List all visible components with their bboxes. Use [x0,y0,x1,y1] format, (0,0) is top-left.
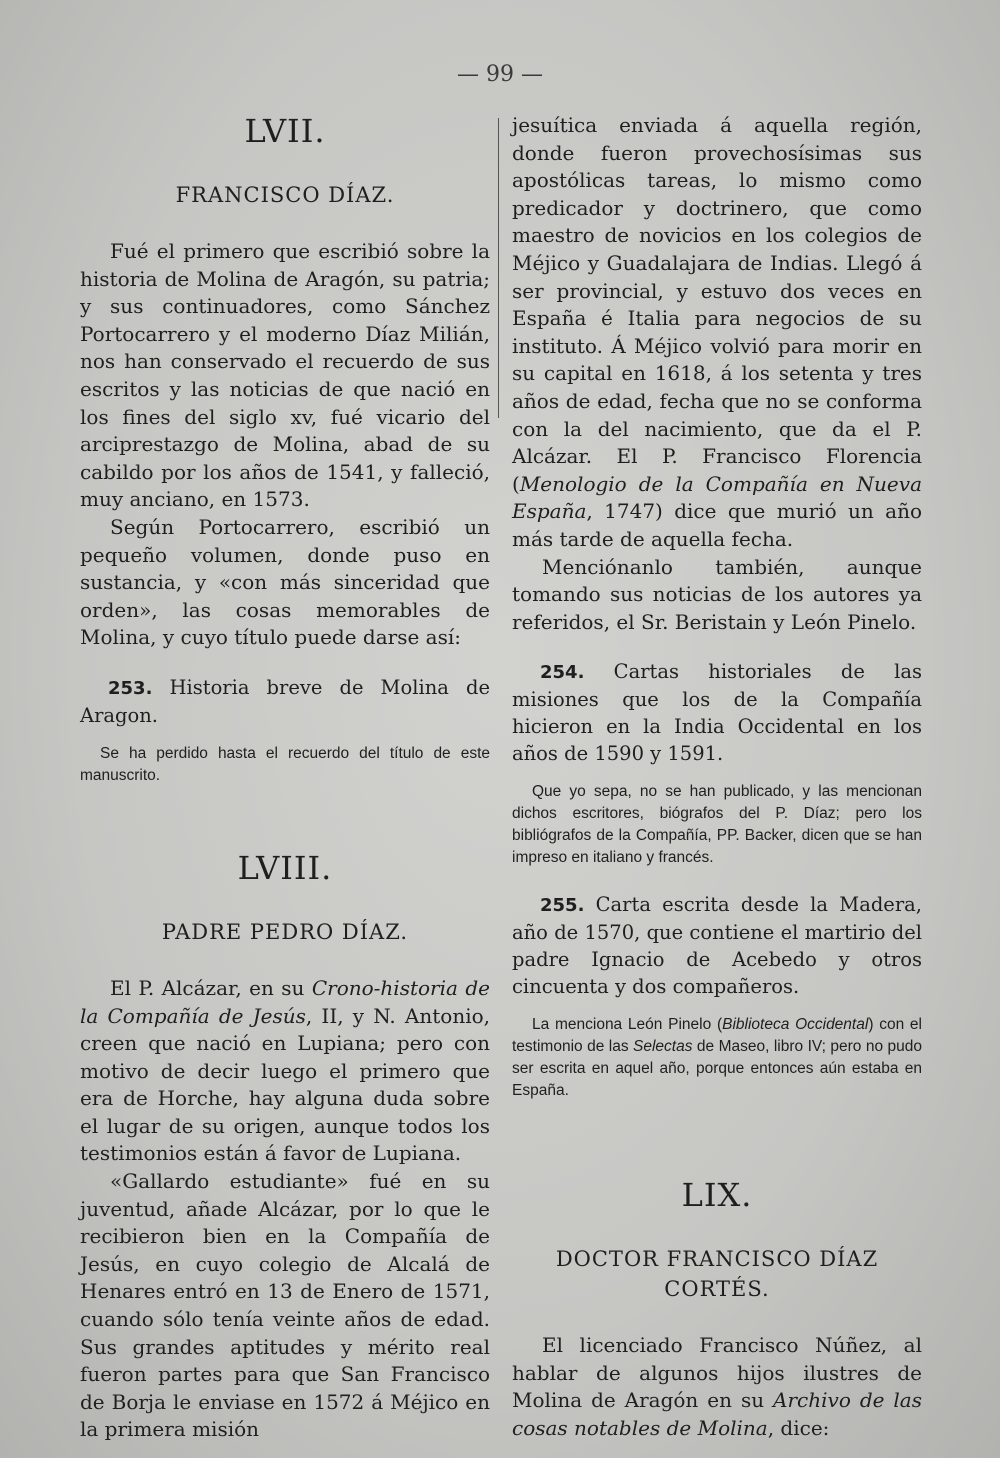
paragraph: «Gallardo estudiante» fué en su juventud, añade Alcázar, por lo que le recibieron bien en la Compañía de Jesús, en cuyo colegio de Alcalá de Henares entró en 13 de Enero de 1571, cuando sólo tenía veinte años de edad. Sus grandes aptitudes y mérito real fueron partes para que San Francisco de Borja le enviase en 1572 á Méjico en la primera misión [80,1169,490,1442]
paragraph: jesuítica enviada á aquella región, donde fueron provechosísimas sus apostólicas tareas, lo mismo como predicador y doctrinero, que como maestro de novicios en los colegios de Méjico y Guadalajara de Indias. Llegó á ser provincial, y estuvo dos veces en España é Italia para negocios de su instituto. Á Méjico volvió para morir en su capital en 1618, á los setenta y tres años de edad, fecha que no se conforma con la del nacimiento, que da el P. Alcázar. El P. Francisco Florencia (Menologio de la Compañía en Nueva España, 1747) dice que murió un año más tarde de aquella fecha. [512,113,922,551]
entry-title: Cartas historiales de las misiones que los de la Compañía hicieron en la India Occidental en los años de 1590 y 1591. [512,660,922,766]
entry-title: Historia breve de Molina de Aragon. [80,675,490,727]
section-title-francisco-diaz: FRANCISCO DÍAZ. [175,183,395,207]
section-number-lviii: LVIII. [237,848,333,887]
right-column [512,112,922,1443]
entry-note: Se ha perdido hasta el recuerdo del título de este manuscrito. [80,744,490,784]
paragraph: Fué el primero que escribió sobre la historia de Molina de Aragón, su patria; y sus continuadores, como Sánchez Portocarrero y el moderno Díaz Milián, nos han conservado el recuerdo de sus escritos y las noticias de que nació en los fines del siglo xv, fué vicario del arciprestazgo de Molina, abad de su cabildo por los años de 1541, y falleció, muy anciano, en 1573. [80,239,490,512]
section-number-lvii: LVII. [244,112,326,150]
entry-255 [512,891,922,1000]
paragraph: El P. Alcázar, en su Crono-historia de la Compañía de Jesús, II, y N. Antonio, creen que nació en Lupiana; pero con motivo de decir luego el primero que era de Horche, hay alguna duda sobre el lugar de su origen, aunque todos los testimonios están á favor de Lupiana. [80,975,491,1166]
left-column [80,112,490,1444]
section-number-lix: LIX. [681,1176,753,1215]
entry-note: La menciona León Pinelo (Biblioteca Occidental) con el testimonio de las Selectas de Maseo, libro IV; pero no pudo ser escrita en aquel año, porque entonces aún estaba en España. [512,1016,923,1100]
entry-number: 255. [540,895,585,917]
entry-254 [512,658,922,767]
entry-note: Que yo sepa, no se han publicado, y las mencionan dichos escritores, biógrafos del P. Díaz; pero los bibliógrafos de la Compañía, PP. Backer, dicen que se han impreso en italiano y francés. [512,783,922,867]
entry-number: 254. [540,662,585,684]
paragraph: El licenciado Francisco Núñez, al hablar de algunos hijos ilustres de Molina de Aragón en su Archivo de las cosas notables de Molina, dice: [512,1333,922,1441]
section-title-pedro-diaz: PADRE PEDRO DÍAZ. [161,919,409,944]
section-title-francisco-diaz-cortes: DOCTOR FRANCISCO DÍAZ CORTÉS. [555,1247,879,1302]
entry-title: Carta escrita desde la Madera, año de 1570, que contiene el martirio del padre Ignacio de Acebedo y otros cincuenta y dos compañeros. [512,893,922,999]
entry-253 [80,674,490,729]
entry-number: 253. [108,677,153,699]
paragraph: Menciónanlo también, aunque tomando sus noticias de los autores ya referidos, el Sr. Beristain y León Pinelo. [512,554,922,634]
column-rule [498,118,499,418]
paragraph: Según Portocarrero, escribió un pequeño volumen, donde puso en sustancia, y «con más sinceridad que orden», las cosas memorables de Molina, y cuyo título puede darse así: [80,514,490,650]
page-number: — 99 — [457,62,543,87]
